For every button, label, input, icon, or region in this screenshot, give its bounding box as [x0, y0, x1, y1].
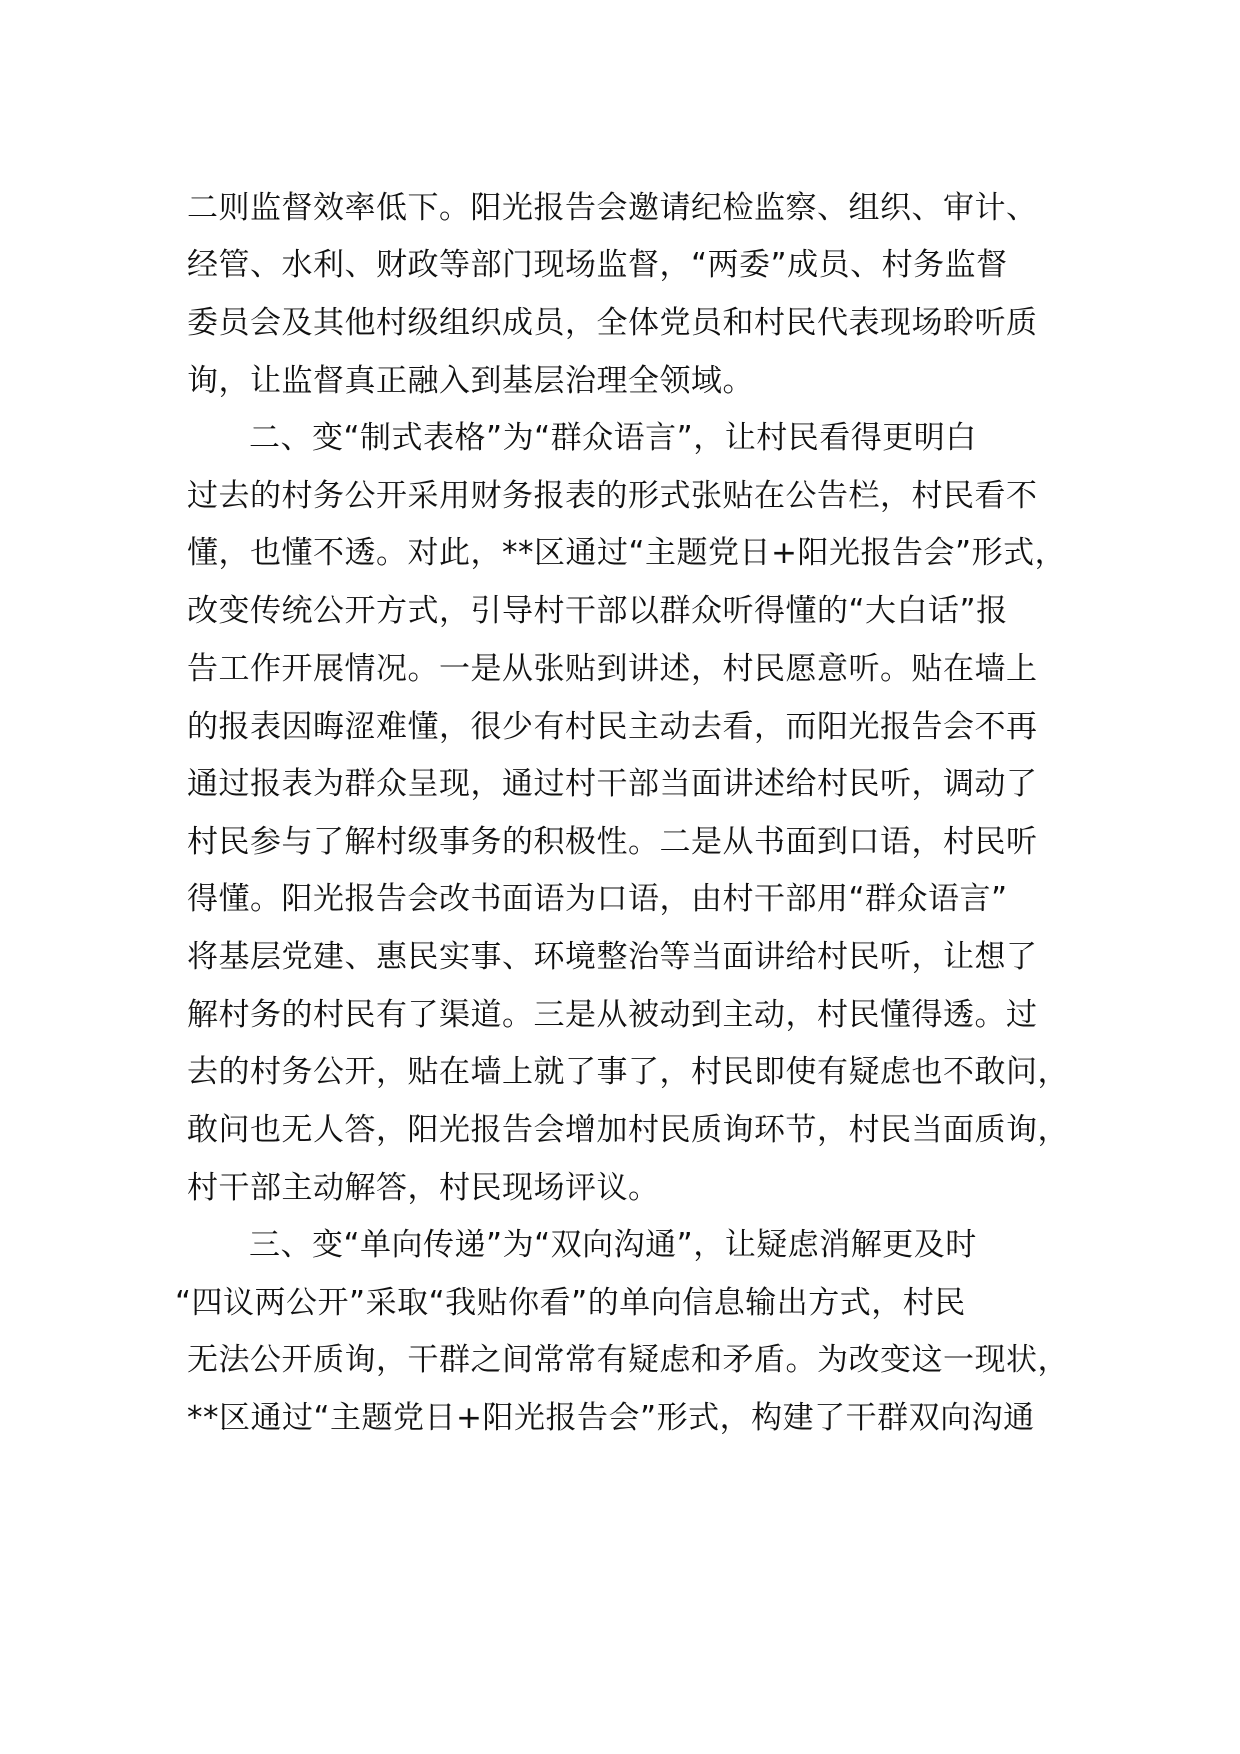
paragraph-line: 敢问也无人答，阳光报告会增加村民质询环节，村民当面质询， [187, 1112, 1069, 1148]
paragraph-line: 的报表因晦涩难懂，很少有村民主动去看，而阳光报告会不再 [187, 709, 1038, 745]
section-heading-2: 二、变“制式表格”为“群众语言”，让村民看得更明白 [249, 420, 977, 456]
section-heading-3: 三、变“单向传递”为“双向沟通”，让疑虑消解更及时 [249, 1227, 977, 1263]
paragraph-line: 告工作开展情况。一是从张贴到讲述，村民愿意听。贴在墙上 [187, 651, 1038, 687]
paragraph-line: 村民参与了解村级事务的积极性。二是从书面到口语，村民听 [187, 824, 1038, 860]
paragraph-line: 通过报表为群众呈现，通过村干部当面讲述给村民听，调动了 [187, 766, 1038, 802]
paragraph-line: 过去的村务公开采用财务报表的形式张贴在公告栏，村民看不 [187, 478, 1038, 514]
paragraph-line: 解村务的村民有了渠道。三是从被动到主动，村民懂得透。过 [187, 997, 1038, 1033]
paragraph-line: “四议两公开”采取“我贴你看”的单向信息输出方式，村民 [175, 1285, 966, 1321]
paragraph-line: 去的村务公开，贴在墙上就了事了，村民即使有疑虑也不敢问， [187, 1054, 1069, 1090]
paragraph-line: 改变传统公开方式，引导村干部以群众听得懂的“大白话”报 [187, 593, 1008, 629]
paragraph-line: **区通过“主题党日+阳光报告会”形式，构建了干群双向沟通 [187, 1400, 1035, 1436]
paragraph-line: 村干部主动解答，村民现场评议。 [187, 1170, 660, 1206]
paragraph-line: 二则监督效率低下。阳光报告会邀请纪检监察、组织、审计、 [187, 190, 1038, 226]
paragraph-line: 将基层党建、惠民实事、环境整治等当面讲给村民听，让想了 [187, 939, 1038, 975]
paragraph-line: 委员会及其他村级组织成员，全体党员和村民代表现场聆听质 [187, 305, 1038, 341]
paragraph-line: 懂，也懂不透。对此，**区通过“主题党日+阳光报告会”形式， [187, 535, 1067, 571]
paragraph-line: 得懂。阳光报告会改书面语为口语，由村干部用“群众语言” [187, 881, 1008, 917]
paragraph-line: 无法公开质询，干群之间常常有疑虑和矛盾。为改变这一现状， [187, 1342, 1069, 1378]
paragraph-line: 询，让监督真正融入到基层治理全领域。 [187, 363, 754, 399]
paragraph-line: 经管、水利、财政等部门现场监督，“两委”成员、村务监督 [187, 247, 1008, 283]
